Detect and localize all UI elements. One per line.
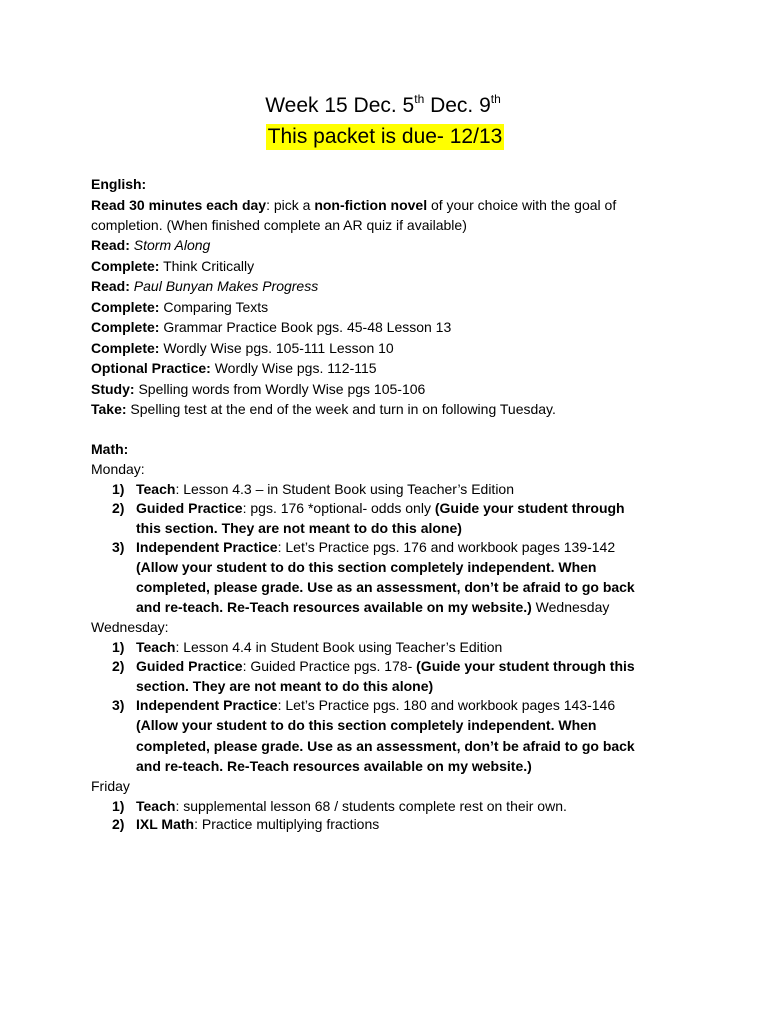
title-sup-2: th <box>490 92 501 106</box>
title-week: Week 15 Dec. 5 <box>265 94 415 117</box>
item-text: : Practice multiplying fractions <box>194 816 380 832</box>
item-label: Teach <box>136 798 176 814</box>
monday-item-independent <box>136 537 615 557</box>
item-label: Complete: <box>91 319 160 335</box>
wednesday-independent-l3: completed, please grade. Use as an assessment, don’t be afraid to go back <box>136 738 635 754</box>
item-label: Guided Practice <box>136 500 243 516</box>
item-label: Independent Practice <box>136 539 278 555</box>
item-label: Read: <box>91 237 130 253</box>
math-heading: Math: <box>91 441 129 457</box>
read-30-text-a: : pick a <box>266 197 315 213</box>
friday-heading: Friday <box>91 778 130 794</box>
wednesday-guided-cont: section. They are not meant to do this alone) <box>136 678 434 694</box>
item-text: Comparing Texts <box>159 299 269 315</box>
english-item <box>91 399 556 419</box>
item-label: Optional Practice: <box>91 360 211 376</box>
title-end-date: Dec. 9 <box>424 94 491 117</box>
page-title <box>0 94 768 118</box>
item-text: : Lesson 4.3 – in Student Book using Teacher’s Edition <box>175 481 515 497</box>
due-date-highlight: This packet is due- 12/13 <box>267 125 503 148</box>
item-text: : Lesson 4.4 in Student Book using Teacher’s Edition <box>175 639 503 655</box>
english-item <box>91 276 318 296</box>
item-text: Wednesday <box>531 599 610 615</box>
item-label: Complete: <box>91 258 160 274</box>
item-label: Teach <box>136 481 176 497</box>
list-number: 2) <box>112 658 125 674</box>
monday-heading: Monday: <box>91 461 145 477</box>
item-text: Wordly Wise pgs. 112-115 <box>210 360 377 376</box>
item-text: Grammar Practice Book pgs. 45-48 Lesson 13 <box>159 319 452 335</box>
item-text: : supplemental lesson 68 / students complete rest on their own. <box>175 798 567 814</box>
list-number: 1) <box>112 798 125 814</box>
due-banner <box>0 124 768 150</box>
friday-item-ixl <box>136 814 379 834</box>
english-item <box>91 235 210 255</box>
item-bold-note: (Guide your student through <box>434 500 625 516</box>
item-text: Spelling words from Wordly Wise pgs 105-106 <box>134 381 426 397</box>
item-label: Read: <box>91 278 130 294</box>
wednesday-independent-l2: (Allow your student to do this section completely independent. When <box>136 717 597 733</box>
wednesday-independent-l4: and re-teach. Re-Teach resources available on my website.) <box>136 758 532 774</box>
wednesday-item-guided <box>136 656 635 676</box>
english-item <box>91 358 377 378</box>
monday-guided-cont: this section. They are not meant to do this alone) <box>136 520 462 536</box>
english-item <box>91 379 425 399</box>
read-30-bold: non-fiction novel <box>314 197 428 213</box>
monday-independent-l2: (Allow your student to do this section completely independent. When <box>136 559 597 575</box>
english-read-30 <box>91 195 616 215</box>
item-text: Storm Along <box>129 237 211 253</box>
item-text: : Let’s Practice pgs. 180 and workbook pages 143-146 <box>277 697 616 713</box>
monday-independent-l3: completed, please grade. Use as an assessment, don’t be afraid to go back <box>136 579 635 595</box>
item-text: Paul Bunyan Makes Progress <box>129 278 319 294</box>
item-label: Complete: <box>91 340 160 356</box>
item-label: Take: <box>91 401 127 417</box>
item-label: Guided Practice <box>136 658 243 674</box>
monday-item-teach <box>136 479 514 499</box>
list-number: 3) <box>112 697 125 713</box>
english-heading: English: <box>91 176 147 192</box>
item-text: Think Critically <box>159 258 255 274</box>
item-bold-note: (Guide your student through this <box>416 658 635 674</box>
item-label: Teach <box>136 639 176 655</box>
english-read-30-cont: completion. (When finished complete an AR quiz if available) <box>91 217 467 233</box>
item-text: : pgs. 176 *optional- odds only <box>242 500 435 516</box>
english-item <box>91 297 268 317</box>
item-label: Complete: <box>91 299 160 315</box>
item-label: Independent Practice <box>136 697 278 713</box>
read-30-label: Read 30 minutes each day <box>91 197 267 213</box>
monday-independent-l4 <box>136 597 609 617</box>
english-item <box>91 256 254 276</box>
list-number: 2) <box>112 500 125 516</box>
item-label: IXL Math <box>136 816 195 832</box>
english-item <box>91 317 451 337</box>
list-number: 2) <box>112 816 125 832</box>
item-label: Study: <box>91 381 135 397</box>
list-number: 1) <box>112 481 125 497</box>
read-30-text-c: of your choice with the goal of <box>427 197 617 213</box>
wednesday-heading: Wednesday: <box>91 619 169 635</box>
list-number: 1) <box>112 639 125 655</box>
english-item <box>91 338 394 358</box>
monday-item-guided <box>136 498 625 518</box>
item-bold-note: and re-teach. Re-Teach resources available on my website.) <box>136 599 532 615</box>
item-text: : Guided Practice pgs. 178- <box>242 658 417 674</box>
item-text: : Let’s Practice pgs. 176 and workbook pages 139-142 <box>277 539 616 555</box>
list-number: 3) <box>112 539 125 555</box>
wednesday-item-teach <box>136 637 502 657</box>
item-text: Wordly Wise pgs. 105-111 Lesson 10 <box>159 340 394 356</box>
title-sup-1: th <box>414 92 425 106</box>
friday-item-teach <box>136 796 567 816</box>
item-text: Spelling test at the end of the week and turn in on following Tuesday. <box>126 401 556 417</box>
wednesday-item-independent <box>136 695 615 715</box>
